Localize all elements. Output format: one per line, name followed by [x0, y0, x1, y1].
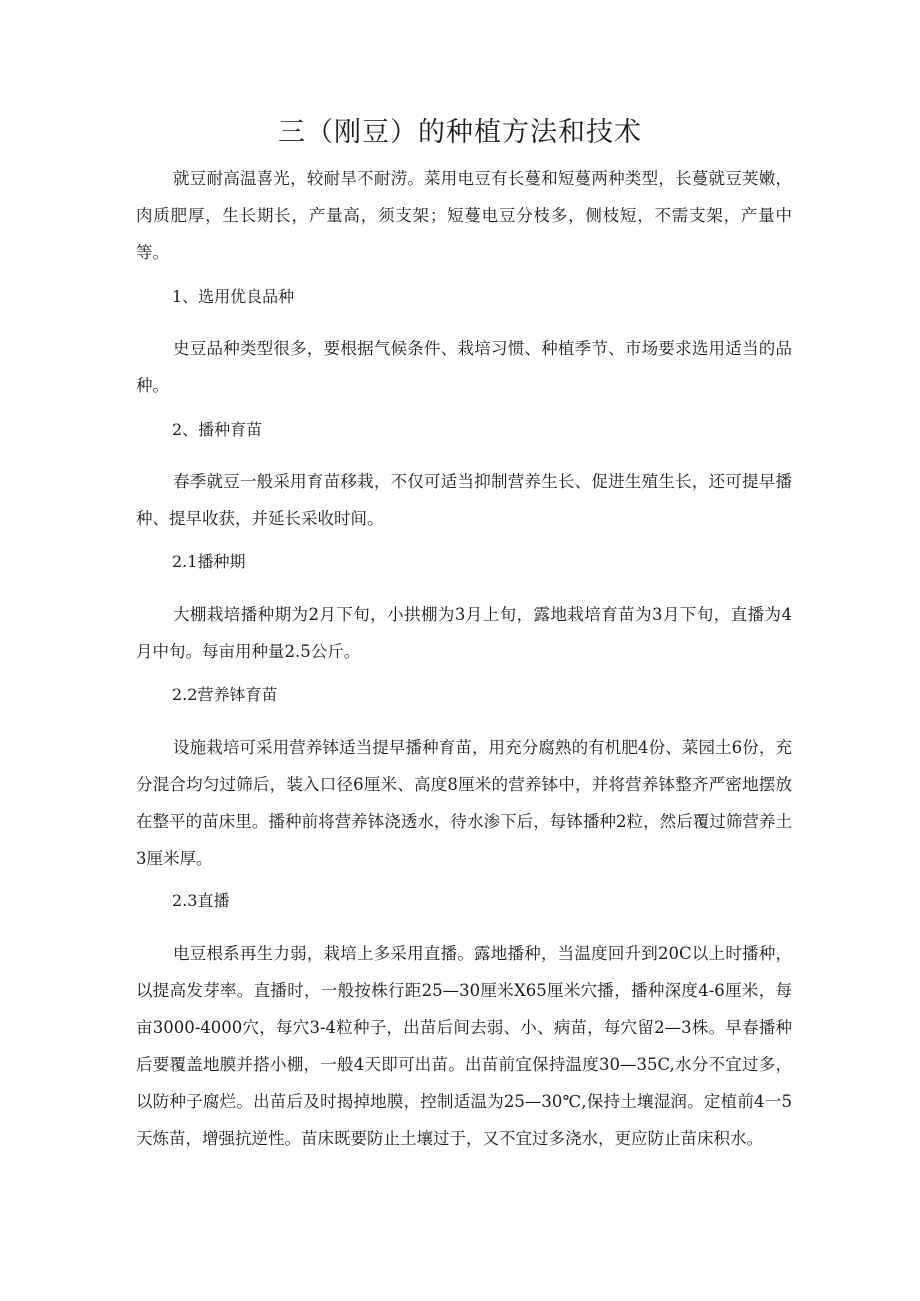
- section-paragraph-2-1: 大棚栽培播种期为2月下旬，小拱棚为3月上旬，露地栽培育苗为3月下旬，直播为4月中旬。每亩用种量2.5公斤。: [136, 605, 792, 661]
- intro-paragraph: 就豆耐高温喜光，较耐旱不耐涝。菜用电豆有长蔓和短蔓两种类型，长蔓就豆荚嫩，肉质肥厚，生长期长，产量高，须支架；短蔓电豆分枝多，侧枝短，不需支架，产量中等。: [136, 169, 792, 262]
- section-heading-1: 1、选用优良品种: [172, 287, 295, 306]
- section-paragraph-2: 春季就豆一般采用育苗移栽，不仅可适当抑制营养生长、促进生殖生长，还可提早播种、提早收获，并延长采收时间。: [136, 472, 792, 528]
- section-heading-2-3: 2.3直播: [172, 891, 230, 910]
- section-heading-2: 2、播种育苗: [172, 420, 263, 439]
- document-title: 三（刚豆）的种植方法和技术: [278, 117, 642, 148]
- section-heading-2-2: 2.2营养钵育苗: [172, 685, 278, 704]
- section-paragraph-2-2: 设施栽培可采用营养钵适当提早播种育苗，用充分腐熟的有机肥4份、菜园土6份，充分混合均匀过筛后，装入口径6厘米、高度8厘米的营养钵中，并将营养钵整齐严密地摆放在整平的苗床里。播种前将营养钵浇透水，待水渗下后，每钵播种2粒，然后覆过筛营养土3厘米厚。: [136, 738, 792, 868]
- section-paragraph-2-3: 电豆根系再生力弱，栽培上多采用直播。露地播种，当温度回升到20C以上时播种，以提高发芽率。直播时，一般按株行距25—30厘米X65厘米穴播，播种深度4-6厘米，每亩3000-4000穴，每穴3-4粒种子，出苗后间去弱、小、病苗，每穴留2—3株。早春播种后要覆盖地膜并搭小棚，一般4天即可出苗。出苗前宜保持温度30—35C,水分不宜过多，以防种子腐烂。出苗后及时揭掉地膜，控制适温为25—30℃,保持土壤湿润。定植前4一5天炼苗，增强抗逆性。苗床既要防止土壤过于，又不宜过多浇水，更应防止苗床积水。: [136, 944, 792, 1148]
- section-paragraph-1: 史豆品种类型很多，要根据气候条件、栽培习惯、种植季节、市场要求选用适当的品种。: [136, 339, 792, 395]
- section-heading-2-1: 2.1播种期: [172, 552, 246, 571]
